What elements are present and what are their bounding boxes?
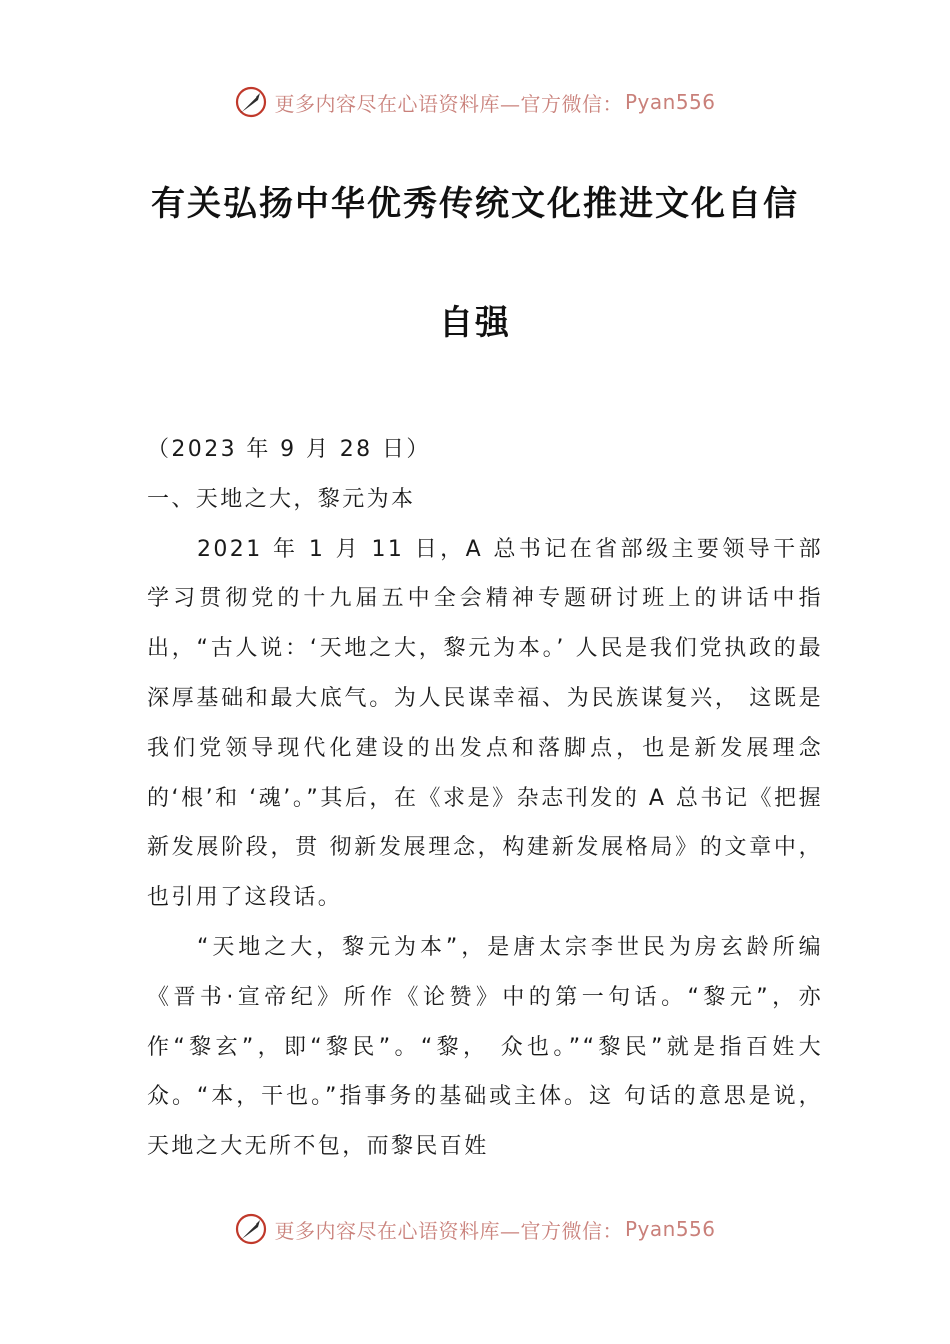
watermark-wechat-id: Pyan556 xyxy=(624,90,716,114)
document-date: （2023 年 9 月 28 日） xyxy=(147,437,431,462)
header-watermark xyxy=(0,80,950,124)
document-title-line-2: 自强 xyxy=(439,303,511,343)
watermark-text: 更多内容尽在心语资料库—官方微信： xyxy=(274,1218,623,1243)
section-heading: 一、天地之大，黎元为本 xyxy=(147,486,416,512)
body-paragraph: “天地之大，黎元为本”，是唐太宗李世民为房玄龄所编《晋书·宣帝纪》所作《论赞》中的第一句话。“黎元”，亦作“黎玄”，即“黎民”。“黎， 众也。”“黎民”就是指百姓大众。“本，干也。”指事务的基础或主体。这 句话的意思是说，天地之大无所不包，而黎民百姓 xyxy=(147,934,823,1160)
body-paragraph: 2021 年 1 月 11 日，A 总书记在省部级主要领导干部学习贯彻党的十九届五中全会精神专题研讨班上的讲话中指出，“古人说：‘天地之大，黎元为本。’ 人民是我们党执政的最深厚基础和最大底气。为人民谋幸福、为民族谋复兴， 这既是我们党领导现代化建设的出发点和落脚点，也是新发展理念的‘根’和 ‘魂’。”其后，在《求是》杂志刊发的 A 总书记《把握新发展阶段，贯 彻新发展理念，构建新发展格局》的文章中，也引用了这段话。 xyxy=(147,536,823,911)
watermark-text: 更多内容尽在心语资料库—官方微信： xyxy=(274,91,623,116)
document-body xyxy=(147,425,823,1172)
quill-logo-icon xyxy=(234,85,268,119)
document-title-line-1: 有关弘扬中华优秀传统文化推进文化自信 xyxy=(151,184,799,224)
footer-watermark xyxy=(0,1207,950,1251)
quill-logo-icon xyxy=(234,1212,268,1246)
watermark-wechat-id: Pyan556 xyxy=(624,1217,716,1241)
